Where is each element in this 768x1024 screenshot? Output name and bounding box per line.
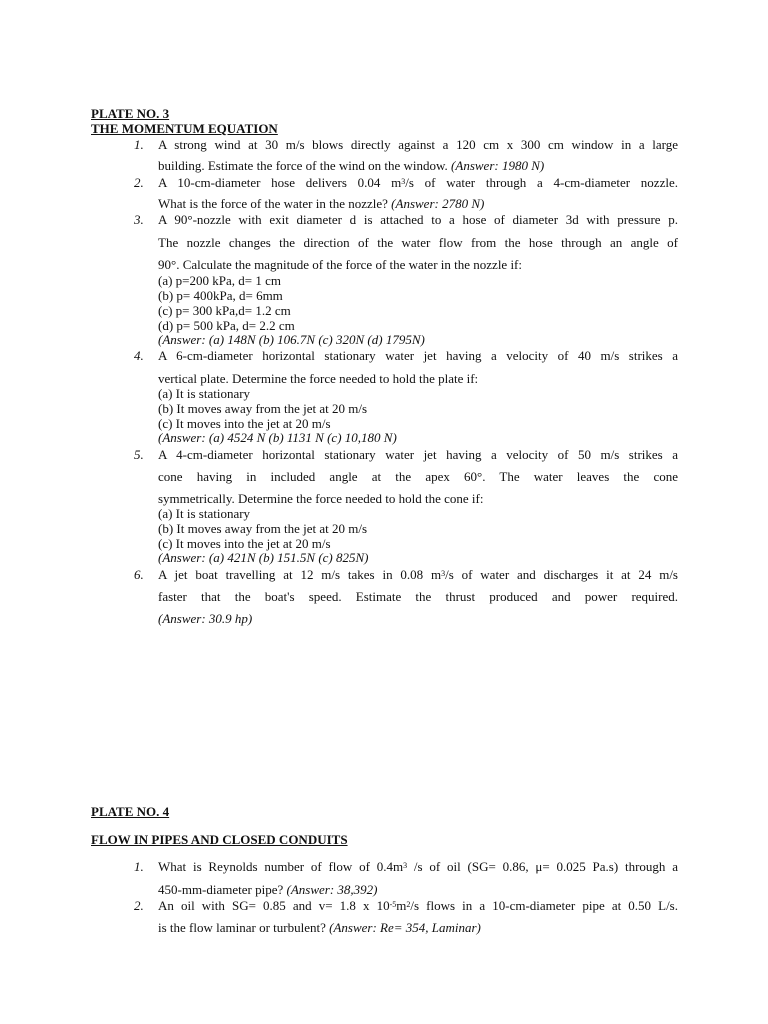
plate-3-title: THE MOMENTUM EQUATION — [91, 121, 278, 136]
problem-text: symmetrically. Determine the force needed to hold the cone if: — [158, 491, 484, 506]
plate-3-label: PLATE NO. 3 — [91, 106, 170, 121]
problem-number: 6. — [134, 567, 144, 582]
problem-text: cone having in included angle at the apex 60°. The water leaves the cone — [158, 469, 678, 484]
sub-part: (b) It moves away from the jet at 20 m/s — [158, 521, 368, 536]
answer: (Answer: 38,392) — [286, 882, 378, 897]
problem-text: building. Estimate the force of the wind on the window. (Answer: 1980 N) — [158, 158, 545, 173]
answer: (Answer: (a) 421N (b) 151.5N (c) 825N) — [158, 550, 369, 565]
problem-text: A 10-cm-diameter hose delivers 0.04 $m^3/s$ of water through a 4-cm-diameter nozzle. — [158, 175, 678, 190]
answer: (Answer: 30.9 hp) — [158, 611, 253, 626]
problem-text: 450-mm-diameter pipe? (Answer: 38,392) — [158, 882, 378, 897]
problem-number: 3. — [134, 212, 144, 227]
plate-4-label: PLATE NO. 4 — [91, 804, 170, 819]
sub-part: (d) p= 500 kPa, d= 2.2 cm — [158, 318, 295, 333]
sub-part: (c) It moves into the jet at 20 m/s — [158, 536, 331, 551]
answer: (Answer: Re= 354, Laminar) — [329, 920, 481, 935]
problem-number: 4. — [134, 348, 144, 363]
problem-text: A 6-cm-diameter horizontal stationary water jet having a velocity of 40 m/s strikes a — [158, 348, 678, 363]
problem-text: The nozzle changes the direction of the water flow from the hose through an angle of — [158, 235, 678, 250]
answer: (Answer: (a) 4524 N (b) 1131 N (c) 10,180 N) — [158, 430, 397, 445]
sub-part: (a) p=200 kPa, d= 1 cm — [158, 273, 281, 288]
sub-part: (b) p= 400kPa, d= 6mm — [158, 288, 283, 303]
sub-part: (c) p= 300 kPa,d= 1.2 cm — [158, 303, 291, 318]
answer: (Answer: (a) 148N (b) 106.7N (c) 320N (d) 1795N) — [158, 332, 425, 347]
problem-text: What is Reynolds number of flow of $0.4m^3$ /s of oil (SG= 0.86, μ= 0.025 Pa.s) through a — [158, 859, 678, 874]
problem-number: 5. — [134, 447, 144, 462]
answer: (Answer: 1980 N) — [451, 158, 545, 173]
answer: (Answer: 2780 N) — [391, 196, 485, 211]
problem-number: 2. — [134, 175, 144, 190]
sub-part: (b) It moves away from the jet at 20 m/s — [158, 401, 368, 416]
sub-part: (a) It is stationary — [158, 386, 251, 401]
problem-text: 90°. Calculate the magnitude of the force of the water in the nozzle if: — [158, 257, 522, 272]
problem-text: What is the force of the water in the nozzle? (Answer: 2780 N) — [158, 196, 485, 211]
problem-text: faster that the boat's speed. Estimate the thrust produced and power required. — [158, 589, 678, 604]
problem-text: A strong wind at 30 m/s blows directly against a 120 cm x 300 cm window in a large — [158, 137, 678, 152]
problem-text: A 90°-nozzle with exit diameter d is attached to a hose of diameter 3d with pressure p. — [158, 212, 678, 227]
problem-number: 2. — [134, 898, 144, 913]
problem-text: is the flow laminar or turbulent? (Answer: Re= 354, Laminar) — [158, 920, 481, 935]
problem-number: 1. — [134, 137, 144, 152]
sub-part: (c) It moves into the jet at 20 m/s — [158, 416, 331, 431]
problem-number: 1. — [134, 859, 144, 874]
sub-part: (a) It is stationary — [158, 506, 251, 521]
plate-4-title: FLOW IN PIPES AND CLOSED CONDUITS — [91, 832, 348, 847]
problem-text: A jet boat travelling at 12 m/s takes in 0.08 $m^3/s$ of water and discharges it at 24 m/s — [158, 567, 678, 582]
problem-text: vertical plate. Determine the force needed to hold the plate if: — [158, 371, 479, 386]
problem-text: A 4-cm-diameter horizontal stationary water jet having a velocity of 50 m/s strikes a — [158, 447, 678, 462]
problem-text: An oil with SG= 0.85 and v= 1.8 x $10^{-5}m^2/s$ flows in a 10-cm-diameter pipe at 0.50 L/s. — [158, 898, 678, 913]
